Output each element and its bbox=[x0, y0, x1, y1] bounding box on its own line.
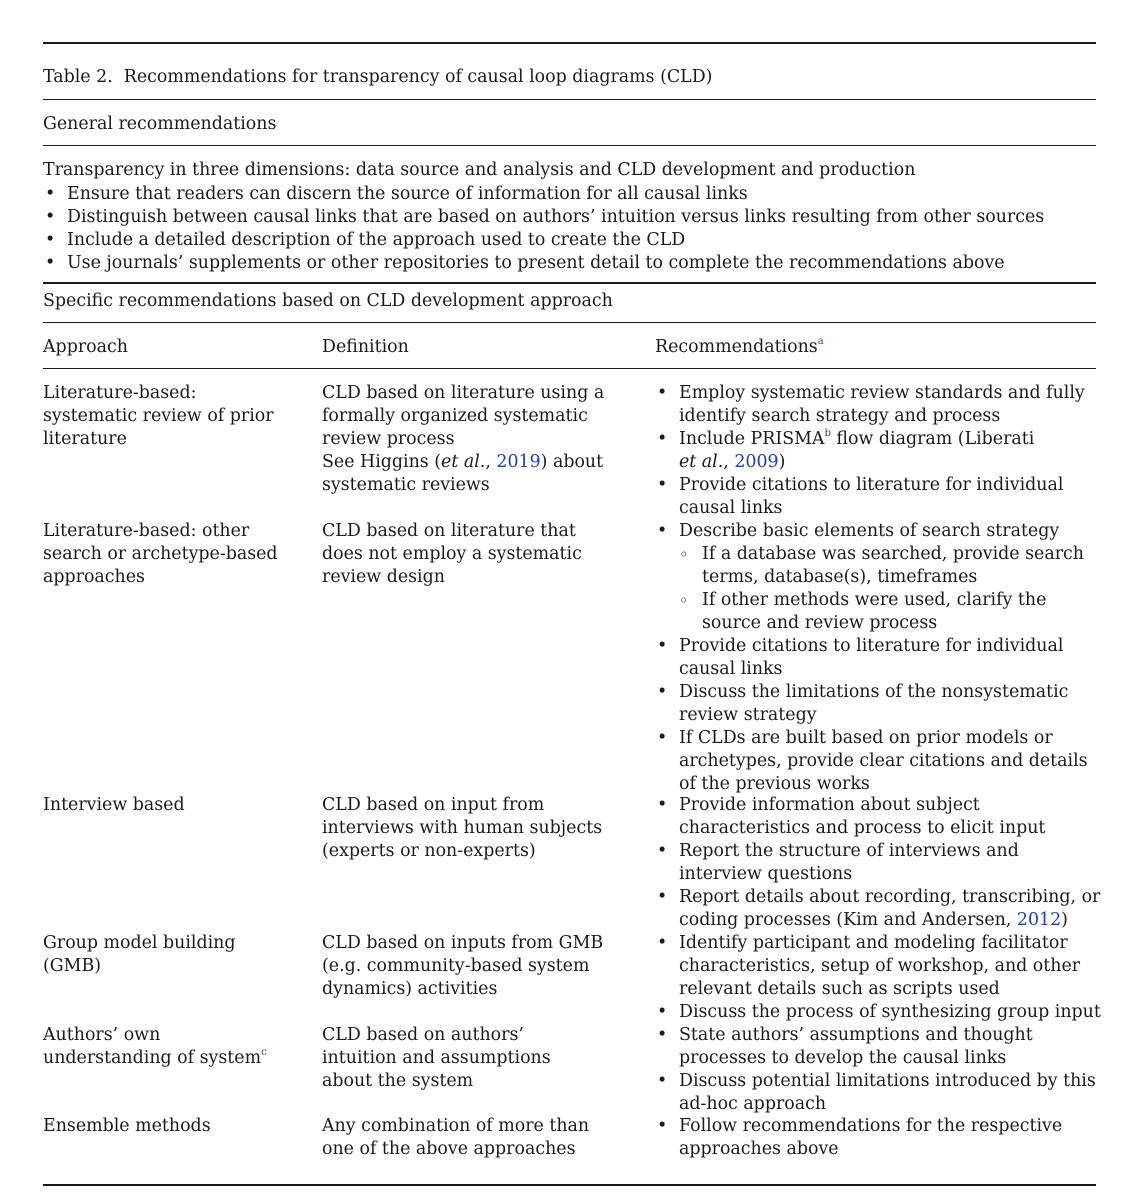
row5-approach bbox=[43, 1024, 303, 1070]
general-list bbox=[43, 183, 1044, 275]
see-tail: ) about systematic reviews bbox=[322, 452, 604, 495]
row4-approach: Group model building (GMB) bbox=[43, 933, 236, 976]
caption-rule bbox=[43, 99, 1096, 100]
see-text: See Higgins ( bbox=[322, 452, 442, 472]
list-item bbox=[655, 886, 1101, 932]
specific-heading-rule bbox=[43, 322, 1096, 323]
row6-approach: Ensemble methods bbox=[43, 1116, 211, 1136]
footnote-marker-c: c bbox=[261, 1047, 267, 1059]
list-item: • Provide citations to literature for individual causal links bbox=[655, 635, 1101, 681]
approach-text: understanding of system bbox=[43, 1048, 262, 1068]
citation-link-kim-andersen-2012[interactable]: 2012 bbox=[1016, 910, 1062, 930]
list-item: • If CLDs are built based on prior models or archetypes, provide clear citations and details of the previous works bbox=[655, 727, 1101, 796]
close-paren: ) bbox=[1061, 910, 1068, 930]
sub-list-item: ◦ If a database was searched, provide search terms, database(s), timeframes bbox=[679, 543, 1101, 589]
recommendations-label: Recommendations bbox=[655, 337, 818, 357]
sep: , bbox=[723, 452, 735, 472]
row2-definition: CLD based on literature that does not employ a systematic review design bbox=[322, 521, 582, 587]
row2-recommendations bbox=[655, 520, 1101, 796]
header-rule bbox=[43, 368, 1096, 369]
row6-definition: Any combination of more than one of the above approaches bbox=[322, 1116, 590, 1159]
row5-recommendations bbox=[655, 1024, 1101, 1116]
list-item: • Provide citations to literature for individual causal links bbox=[655, 474, 1101, 520]
list-item: • Identify participant and modeling facilitator characteristics, setup of workshop, and other relevant details such as scripts used bbox=[655, 932, 1101, 1001]
row2-approach: Literature-based: other search or archetype-based approaches bbox=[43, 521, 278, 587]
specific-heading: Specific recommendations based on CLD development approach bbox=[43, 291, 613, 311]
sub-list bbox=[679, 543, 1101, 635]
column-header-approach: Approach bbox=[43, 337, 128, 357]
column-header-definition: Definition bbox=[322, 337, 409, 357]
rec-text: Report details about recording, transcribing, or coding processes (Kim and Andersen, bbox=[679, 887, 1101, 930]
row1-definition-see bbox=[322, 451, 612, 497]
table-caption bbox=[43, 66, 712, 89]
top-rule bbox=[43, 42, 1096, 44]
et-al: et al. bbox=[679, 452, 724, 472]
row1-definition bbox=[322, 382, 612, 497]
row1-recommendations bbox=[655, 382, 1101, 520]
list-item: • Discuss the process of synthesizing group input bbox=[655, 1001, 1101, 1024]
bottom-rule bbox=[43, 1184, 1096, 1186]
list-item bbox=[655, 428, 1101, 474]
list-item: • State authors’ assumptions and thought processes to develop the causal links bbox=[655, 1024, 1101, 1070]
prisma-mid: flow diagram (Liberati bbox=[830, 429, 1035, 449]
list-item: • Discuss the limitations of the nonsystematic review strategy bbox=[655, 681, 1101, 727]
column-header-recommendations bbox=[655, 336, 824, 359]
list-item: • Employ systematic review standards and fully identify search strategy and process bbox=[655, 382, 1101, 428]
general-heading: General recommendations bbox=[43, 114, 277, 134]
list-item: • Discuss potential limitations introduced by this ad-hoc approach bbox=[655, 1070, 1101, 1116]
list-item bbox=[655, 520, 1101, 635]
caption-label: Table 2. bbox=[43, 67, 113, 87]
list-item: • Include a detailed description of the approach used to create the CLD bbox=[43, 229, 1044, 252]
row5-approach-line1: Authors’ own bbox=[43, 1025, 161, 1045]
list-item: • Report the structure of interviews and interview questions bbox=[655, 840, 1101, 886]
row4-recommendations bbox=[655, 932, 1101, 1024]
list-item: • Ensure that readers can discern the source of information for all causal links bbox=[43, 183, 1044, 206]
caption-text: Recommendations for transparency of causal loop diagrams (CLD) bbox=[123, 67, 713, 87]
list-item: • Follow recommendations for the respective approaches above bbox=[655, 1115, 1101, 1161]
row5-approach-line2 bbox=[43, 1047, 303, 1070]
sep: , bbox=[485, 452, 497, 472]
prisma-text: Include PRISMA bbox=[679, 429, 825, 449]
citation-link-higgins-2019[interactable]: 2019 bbox=[496, 452, 541, 472]
general-intro: Transparency in three dimensions: data source and analysis and CLD development and production bbox=[43, 160, 916, 180]
row3-definition: CLD based on input from interviews with human subjects (experts or non-experts) bbox=[322, 795, 603, 861]
footnote-marker-a: a bbox=[817, 336, 824, 348]
citation-link-liberati-2009[interactable]: 2009 bbox=[734, 452, 779, 472]
row5-definition: CLD based on authors’ intuition and assumptions about the system bbox=[322, 1025, 551, 1091]
row1-approach: Literature-based: systematic review of prior literature bbox=[43, 383, 274, 449]
general-heading-rule bbox=[43, 145, 1096, 146]
list-item: • Distinguish between causal links that are based on authors’ intuition versus links resulting from other sources bbox=[43, 206, 1044, 229]
list-item: • Use journals’ supplements or other repositories to present detail to complete the recommendations above bbox=[43, 252, 1044, 275]
et-al: et al. bbox=[441, 452, 486, 472]
row4-definition: CLD based on inputs from GMB (e.g. community-based system dynamics) activities bbox=[322, 933, 604, 999]
close-paren: ) bbox=[778, 452, 786, 472]
footnote-marker-b: b bbox=[824, 428, 831, 440]
list-item: • Provide information about subject characteristics and process to elicit input bbox=[655, 794, 1101, 840]
row3-approach: Interview based bbox=[43, 795, 185, 815]
row1-definition-text: CLD based on literature using a formally organized systematic review process bbox=[322, 383, 605, 449]
general-end-rule bbox=[43, 282, 1096, 284]
row6-recommendations bbox=[655, 1115, 1101, 1161]
sub-list-item: ◦ If other methods were used, clarify the source and review process bbox=[679, 589, 1101, 635]
row3-recommendations bbox=[655, 794, 1101, 932]
rec-text: Describe basic elements of search strategy bbox=[679, 521, 1060, 541]
